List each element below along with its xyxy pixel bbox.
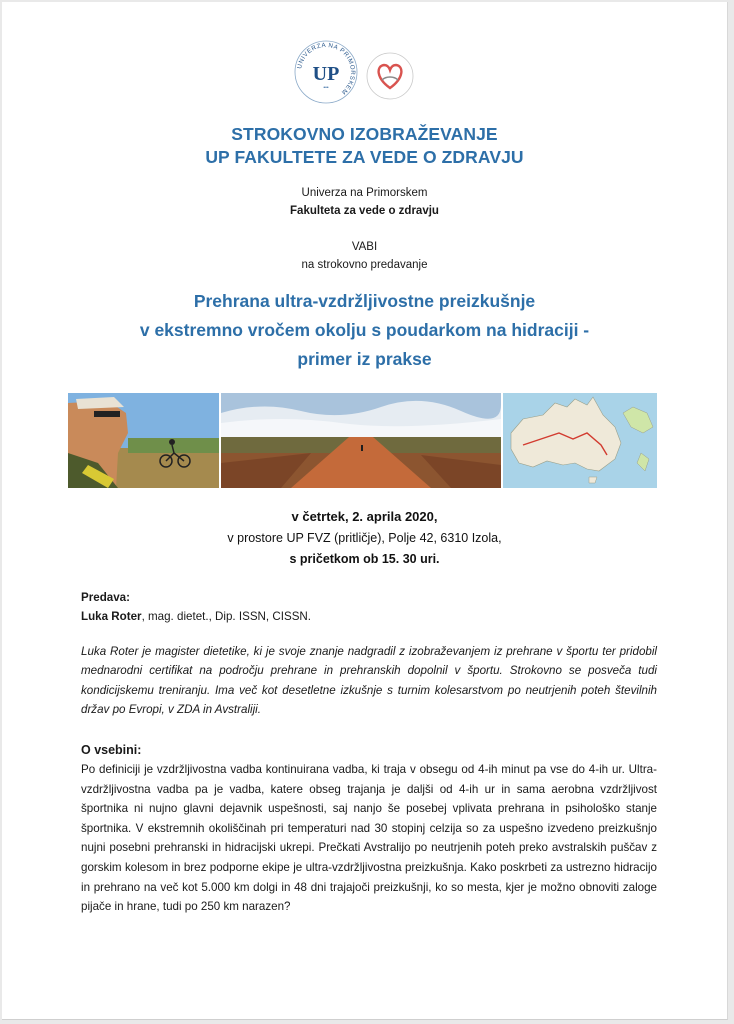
up-logo-letters: UP (312, 63, 340, 85)
speaker-credentials: , mag. dietet., Dip. ISSN, CISSN. (141, 610, 312, 623)
speaker-name: Luka Roter (81, 610, 142, 623)
speaker-bio: Luka Roter je magister dietetike, ki je svoje znanje nadgradil z izobraževanjem iz prehrane v športu ter pridobil mednarodni certifikat na področju prehrane in prehranskih dopolnil v športu. Strokovno se posveča tudi kondicijskemu treniranju. Ima več kot desetletne izkušnje s turnim kolesarstvom po neutrjenih poteh številnih držav po Evropi, v ZDA in Avstraliji. (81, 645, 657, 717)
cyclist-portrait-photo (68, 393, 219, 488)
speaker-line (81, 607, 657, 626)
content-heading (81, 741, 657, 760)
event-time: s pričetkom ob 15. 30 uri. (289, 552, 440, 566)
australia-route-map (503, 393, 657, 488)
invite-subtitle: na strokovno predavanje (301, 259, 428, 271)
speaker-label (81, 588, 657, 607)
event-location: v prostore UP FVZ (pritličje), Polje 42, 6310 Izola, (227, 531, 502, 545)
lecture-title-line-1: Prehrana ultra-vzdržljivostne preizkušnje (193, 291, 536, 311)
outback-road-photo (221, 393, 501, 488)
up-university-logo (292, 38, 360, 106)
header-line-1: STROKOVNO IZOBRAŽEVANJE (231, 124, 498, 144)
lecture-title-line-2: v ekstremno vročem okolju s poudarkom na hidraciji - (139, 320, 590, 340)
lecture-title-line-3: primer iz prakse (297, 349, 432, 369)
event-date: v četrtek, 2. aprila 2020, (291, 509, 438, 524)
header-line-2: UP FAKULTETE ZA VEDE O ZDRAVJU (205, 147, 524, 167)
fvz-faculty-logo (364, 50, 416, 102)
document-page (2, 2, 728, 1020)
faculty-name: Fakulteta za vede o zdravju (290, 205, 439, 217)
up-logo-dots: ••• (323, 85, 329, 91)
logos-area (2, 38, 727, 118)
university-name: Univerza na Primorskem (301, 187, 428, 199)
invite-word: VABI (351, 241, 378, 253)
content-text: Po definiciji je vzdržljivostna vadba kontinuirana vadba, ki traja v obsegu od 4-ih minut pa vse do 4-ih ur. Ultra-vzdržljivostna vadba pa je vadba, katere obseg trajanja je daljši od 4-ih ur in sama aerobna vzdržljivost športnika ni nujno glavni dejavnik uspešnosti, saj nanjo še posebej vplivata prehrana in psihološko stanje športnika. V ekstremnih okoliščinah pri temperaturi nad 30 stopinj celzija so za uspešno izvedeno preizkušnjo nujni posebni prehranski in hidracijski ukrepi. Prečkati Avstralijo po neutrjenih poteh preko avstralskih puščav z gorskim kolesom in brez podporne ekipe je ultra-vzdržljivostna preizkušnja. Kako poskrbeti za ustrezno hidracijo in prehrano na več kot 5.000 km dolgi in 48 dni trajajoči preizkušnji, ko so mesta, kjer je možno obnoviti zaloge pijače in hrane, tudi po 250 km narazen? (81, 763, 657, 914)
up-ring-text: UNIVERZA NA PRIMORSKEM (296, 41, 357, 97)
content-heading-text: O vsebini: (81, 743, 142, 757)
speaker-label-text: Predava: (81, 591, 130, 604)
